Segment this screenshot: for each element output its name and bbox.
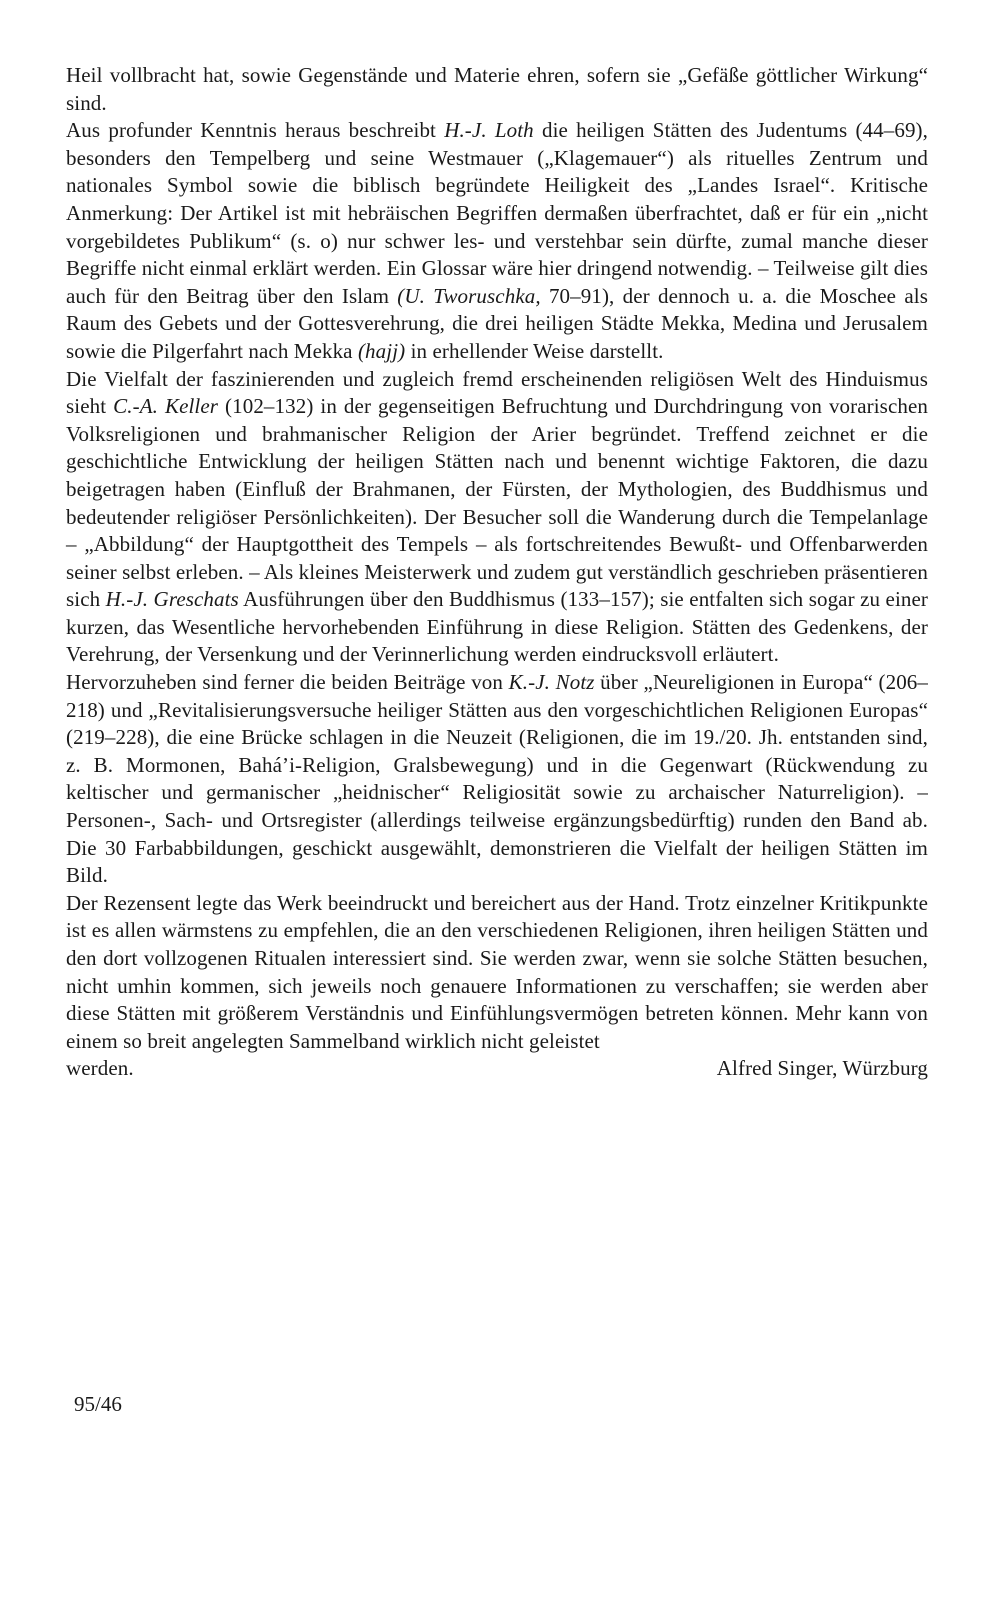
author-name: (U. Tworuschka, [397,283,541,308]
paragraph [66,366,928,670]
closing-word: werden. [66,1056,134,1081]
author-name: K.-J. Notz [508,670,595,695]
paragraph [66,117,928,365]
reviewer-signature: Alfred Singer, Würzburg [716,1056,928,1081]
text-segment: (102–132) in der gegenseitigen Befruchtung und Durchdringung von vorarischen Volksreligionen und brahmanischer Religion der Arier begründet. Treffend zeichnet er die geschichtliche Entwicklung der heiligen Stätten nach und benennt wichtige Faktoren, die dazu beigetragen haben (Einfluß der Brahmanen, der Fürsten, der Mythologien, des Buddhismus und bedeutender religiöser Persönlichkeiten). Der Besucher soll die Wanderung durch die Tempelanlage – „Abbildung“ der Hauptgottheit des Tempels – als fortschreitendes Bewußt- und Offenbarwerden seiner selbst erleben. – Als kleines Meisterwerk und zudem gut verständlich geschrieben präsentieren sich [66,394,929,612]
text-segment: 70–91), der dennoch u. a. die Moschee als Raum des Gebets und der Gottesverehrung, die drei heiligen Städte Mekka, Medina und Jerusalem sowie die Pilgerfahrt nach Mekka [66,283,928,363]
author-name: H.-J. Loth [444,118,534,143]
paragraph [66,890,928,1056]
text-segment: in erhellender Weise darstellt. [405,338,664,363]
page-number: 95/46 [74,1392,122,1416]
text-segment: Die Vielfalt der faszinierenden und zugleich fremd erscheinenden religiösen Welt des Hinduismus sieht [66,366,928,419]
author-name: H.-J. Greschats [105,587,239,612]
text-segment: Der Rezensent legte das Werk beeindruckt und bereichert aus der Hand. Trotz einzelner Kritikpunkte ist es allen wärmstens zu empfehlen, die an den verschiedenen Religionen, ihren heiligen Stätten und den dort vollzogenen Ritualen interessiert sind. Sie werden zwar, wenn sie solche Stätten besuchen, nicht umhin kommen, sich jeweils noch genauere Informationen zu verschaffen; sie werden aber diese Stätten mit größerem Verständnis und Einfühlungsvermögen betreten können. Mehr kann von einem so breit angelegten Sammelband wirklich nicht geleistet [66,890,928,1053]
term-italic: (hajj) [357,338,406,363]
text-segment: Heil vollbracht hat, sowie Gegenstände und Materie ehren, sofern sie „Gefäße göttlicher Wirkung“ sind. [66,63,928,115]
text-segment: Hervorzuheben sind ferner die beiden Beiträge von [66,670,509,695]
text-segment: Aus profunder Kenntnis heraus beschreibt [66,118,445,143]
text-segment: über „Neureligionen in Europa“ (206–218) und „Revitalisierungsversuche heiliger Stätten aus den vorgeschichtlichen Religionen Europas“ (219–228), die eine Brücke schlagen in die Neuzeit (Religionen, die im 19./20. Jh. entstanden sind, z. B. Mormonen, Bahá’i-Religion, Gralsbewegung) und in die Gegenwart (Rückwendung zu keltischer und germanischer „heidnischer“ Religiosität sowie zu archaischer Naturreligion). – Personen-, Sach- und Ortsregister (allerdings teilweise ergänzungsbedürftig) runden den Band ab. Die 30 Farbabbildungen, geschickt ausgewählt, demonstrieren die Vielfalt der heiligen Stätten im Bild. [66,670,929,888]
paragraph [66,62,928,117]
text-segment: die heiligen Stätten des Judentums (44–69), besonders den Tempelberg und seine Westmauer („Klagemauer“) als rituelles Zentrum und nationales Symbol sowie die biblisch begründete Heiligkeit des „Landes Israel“. Kritische Anmerkung: Der Artikel ist mit hebräischen Begriffen dermaßen überfrachtet, daß er für ein „nicht vorgebildetes Publikum“ (s. o) nur schwer les- und verstehbar sein dürfte, zumal manche dieser Begriffe nicht einmal erklärt werden. Ein Glossar wäre hier dringend notwendig. – Teilweise gilt dies auch für den Beitrag über den Islam [66,118,929,308]
author-name: C.-A. Keller [113,394,219,419]
review-text [66,62,928,1083]
text-segment: Ausführungen über den Buddhismus (133–157); sie entfalten sich sogar zu einer kurzen, das Wesentliche hervorhebenden Einführung in diese Religion. Stätten des Gedenkens, der Verehrung, der Versenkung und der Verinnerlichung werden eindrucksvoll erläutert. [66,587,929,667]
paragraph [66,669,928,890]
closing-line [66,1055,928,1083]
